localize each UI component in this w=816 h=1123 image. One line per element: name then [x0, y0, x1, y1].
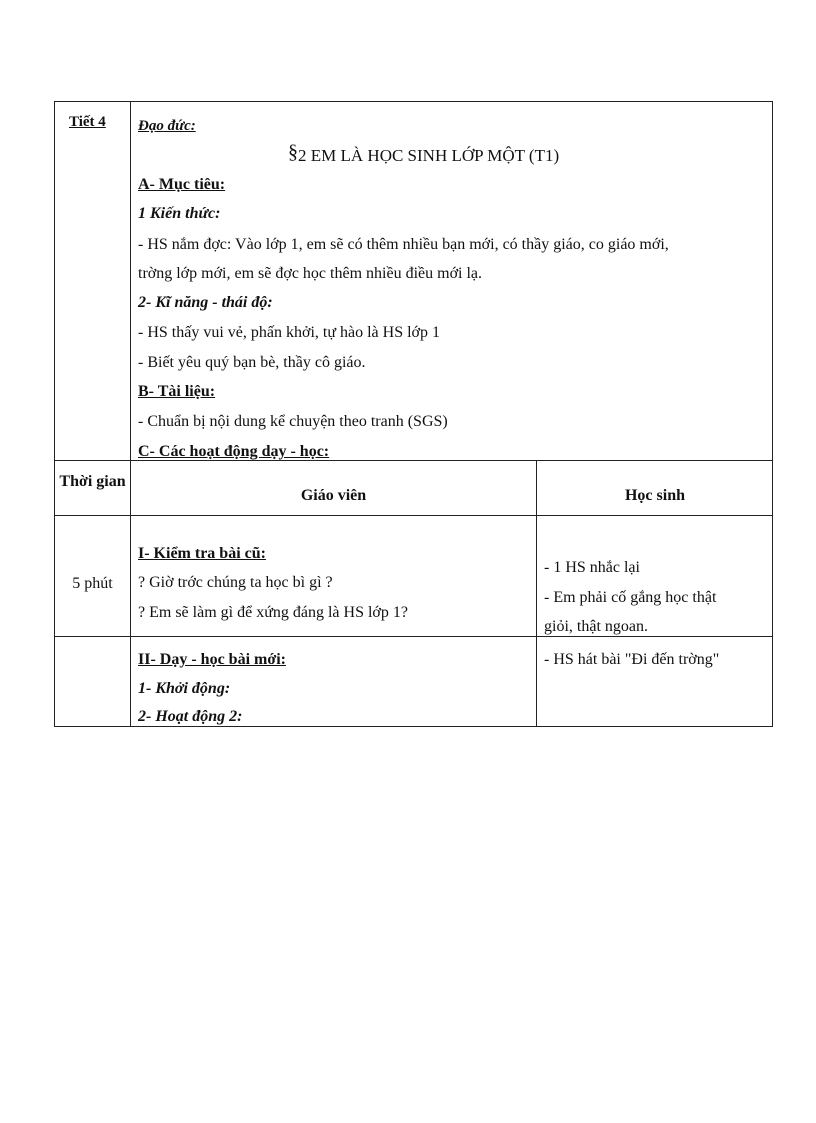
- row1-teacher-heading: I- Kiểm tra bài cũ:: [138, 545, 266, 562]
- row-divider-2: [54, 636, 773, 637]
- lesson-title-text: 2 EM LÀ HỌC SINH LỚP MỘT (T1): [298, 146, 560, 165]
- row1-student-line-2: - Em phải cố gắng học thật: [544, 589, 717, 606]
- knowledge-line-1: - HS nắm đợc: Vào lớp 1, em sẽ có thêm nhiều bạn mới, có thầy giáo, co giáo mới,: [138, 236, 669, 253]
- row2-teacher-line-2-clip: [138, 704, 528, 726]
- row-divider-1: [54, 515, 773, 516]
- subject-label: Đạo đức:: [138, 118, 196, 134]
- header-student: Học sinh: [624, 487, 685, 504]
- header-time-text: Thời gian: [59, 473, 126, 490]
- row1-teacher-line-1: ? Giờ trớc chúng ta học bì gì ?: [138, 574, 333, 591]
- row2-teacher-line-2: 2- Hoạt động 2:: [138, 708, 243, 725]
- row1-student-line-1: - 1 HS nhắc lại: [544, 559, 640, 576]
- row-divider-header: [54, 460, 773, 461]
- period-label: Tiết 4: [69, 114, 106, 130]
- knowledge-line-2: trờng lớp mới, em sẽ đợc học thêm nhiều điều mới lạ.: [138, 265, 483, 282]
- row1-time: 5 phút: [72, 575, 113, 592]
- skills-line-2: - Biết yêu quý bạn bè, thầy cô giáo.: [138, 354, 366, 371]
- header-teacher: Giáo viên: [300, 487, 367, 504]
- activities-heading: C- Các hoạt động dạy - học:: [138, 443, 330, 460]
- row2-teacher-heading: II- Dạy - học bài mới:: [138, 651, 286, 668]
- row2-teacher-line-1: 1- Khởi động:: [138, 680, 231, 697]
- materials-heading: B- Tài liệu:: [138, 383, 216, 400]
- column-divider-left: [130, 101, 131, 727]
- materials-line-1: - Chuẩn bị nội dung kể chuyện theo tranh (SGS): [138, 413, 448, 430]
- knowledge-heading: 1 Kiến thức:: [138, 205, 221, 222]
- header-time: [55, 470, 130, 494]
- lesson-title: [288, 141, 560, 166]
- objectives-heading: A- Mục tiêu:: [138, 176, 226, 193]
- section-symbol: §: [288, 141, 298, 163]
- row1-teacher-line-2: ? Em sẽ làm gì để xứng đáng là HS lớp 1?: [138, 604, 408, 621]
- row1-student-line-3-clip: [544, 614, 769, 636]
- skills-line-1: - HS thấy vui vẻ, phấn khởi, tự hào là HS lớp 1: [138, 324, 441, 341]
- activities-heading-clip: [138, 440, 528, 460]
- row2-student-line-1: - HS hát bài "Đi đến trờng": [544, 651, 720, 668]
- skills-heading: 2- Kĩ năng - thái độ:: [138, 294, 273, 311]
- row1-student-line-3: giỏi, thật ngoan.: [544, 618, 648, 635]
